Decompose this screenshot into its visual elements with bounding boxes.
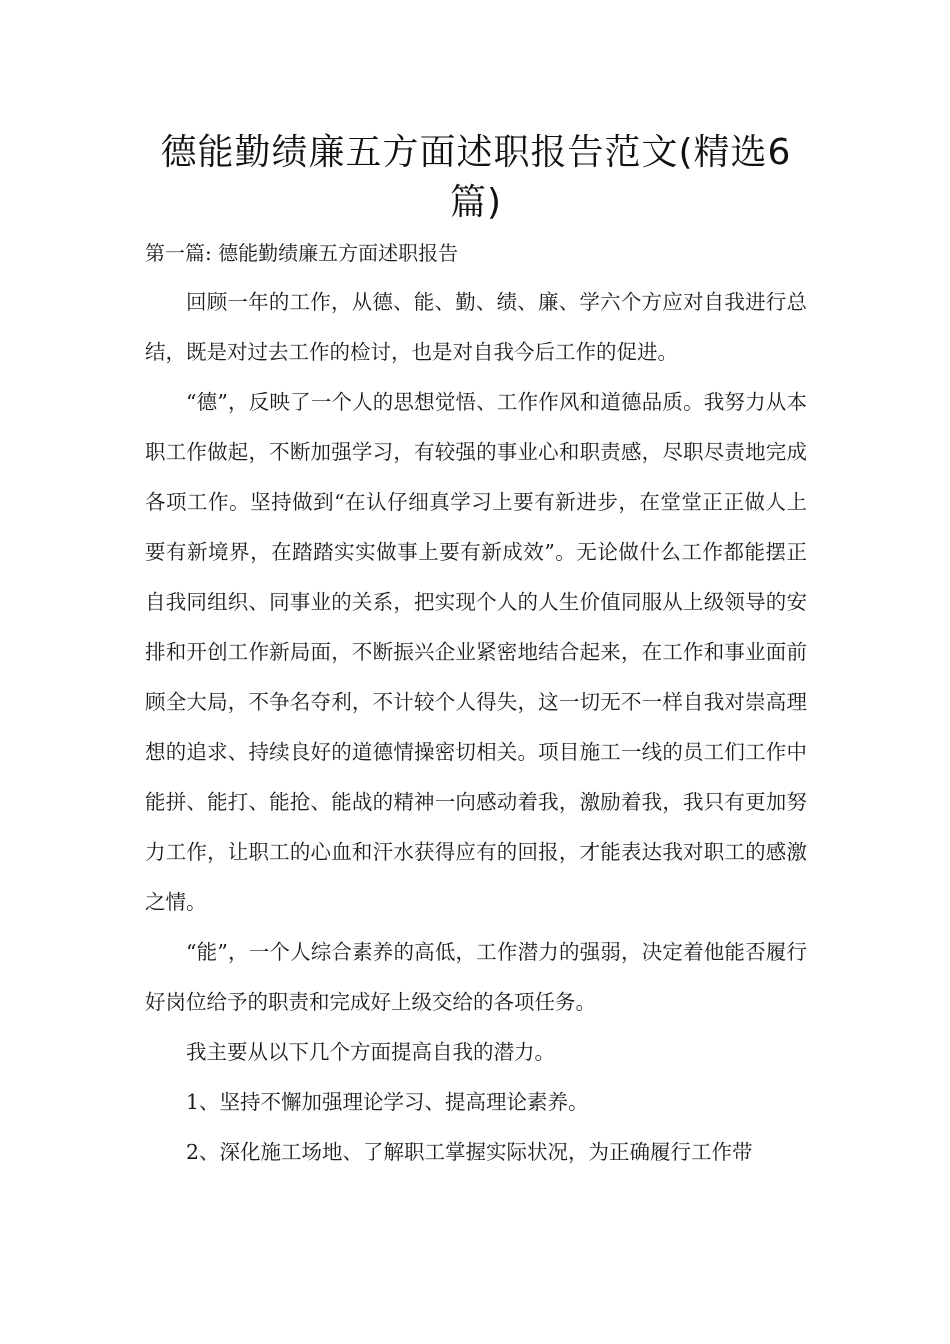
- paragraph: “能”，一个人综合素养的高低，工作潜力的强弱，决定着他能否履行好岗位给予的职责和完成好上级交给的各项任务。: [145, 940, 807, 1014]
- paragraph: “德”，反映了一个人的思想觉悟、工作作风和道德品质。我努力从本职工作做起，不断加强学习，有较强的事业心和职责感，尽职尽责地完成各项工作。坚持做到“在认仔细真学习上要有新进步，在堂堂正正做人上要有新境界，在踏踏实实做事上要有新成效”。无论做什么工作都能摆正自我同组织、同事业的关系，把实现个人的人生价值同服从上级领导的安排和开创工作新局面，不断振兴企业紧密地结合起来，在工作和事业面前顾全大局，不争名夺利，不计较个人得失，这一切无不一样自我对崇高理想的追求、持续良好的道德情操密切相关。项目施工一线的员工们工作中能拼、能打、能抢、能战的精神一向感动着我，激励着我，我只有更加努力工作，让职工的心血和汗水获得应有的回报，才能表达我对职工的感激之情。: [145, 390, 807, 914]
- paragraph: 1、坚持不懈加强理论学习、提高理论素养。: [186, 1090, 589, 1114]
- section-heading: 第一篇: 德能勤绩廉五方面述职报告: [145, 241, 459, 265]
- paragraph: 我主要从以下几个方面提高自我的潜力。: [186, 1040, 555, 1064]
- document-page: [145, 128, 807, 1177]
- paragraph: 2、深化施工场地、了解职工掌握实际状况，为正确履行工作带: [186, 1140, 753, 1164]
- document-title: 德能勤绩廉五方面述职报告范文(精选6篇): [160, 132, 792, 223]
- paragraph: 回顾一年的工作，从德、能、勤、绩、廉、学六个方应对自我进行总结，既是对过去工作的检讨，也是对自我今后工作的促进。: [145, 290, 807, 364]
- document-body: [145, 277, 807, 1177]
